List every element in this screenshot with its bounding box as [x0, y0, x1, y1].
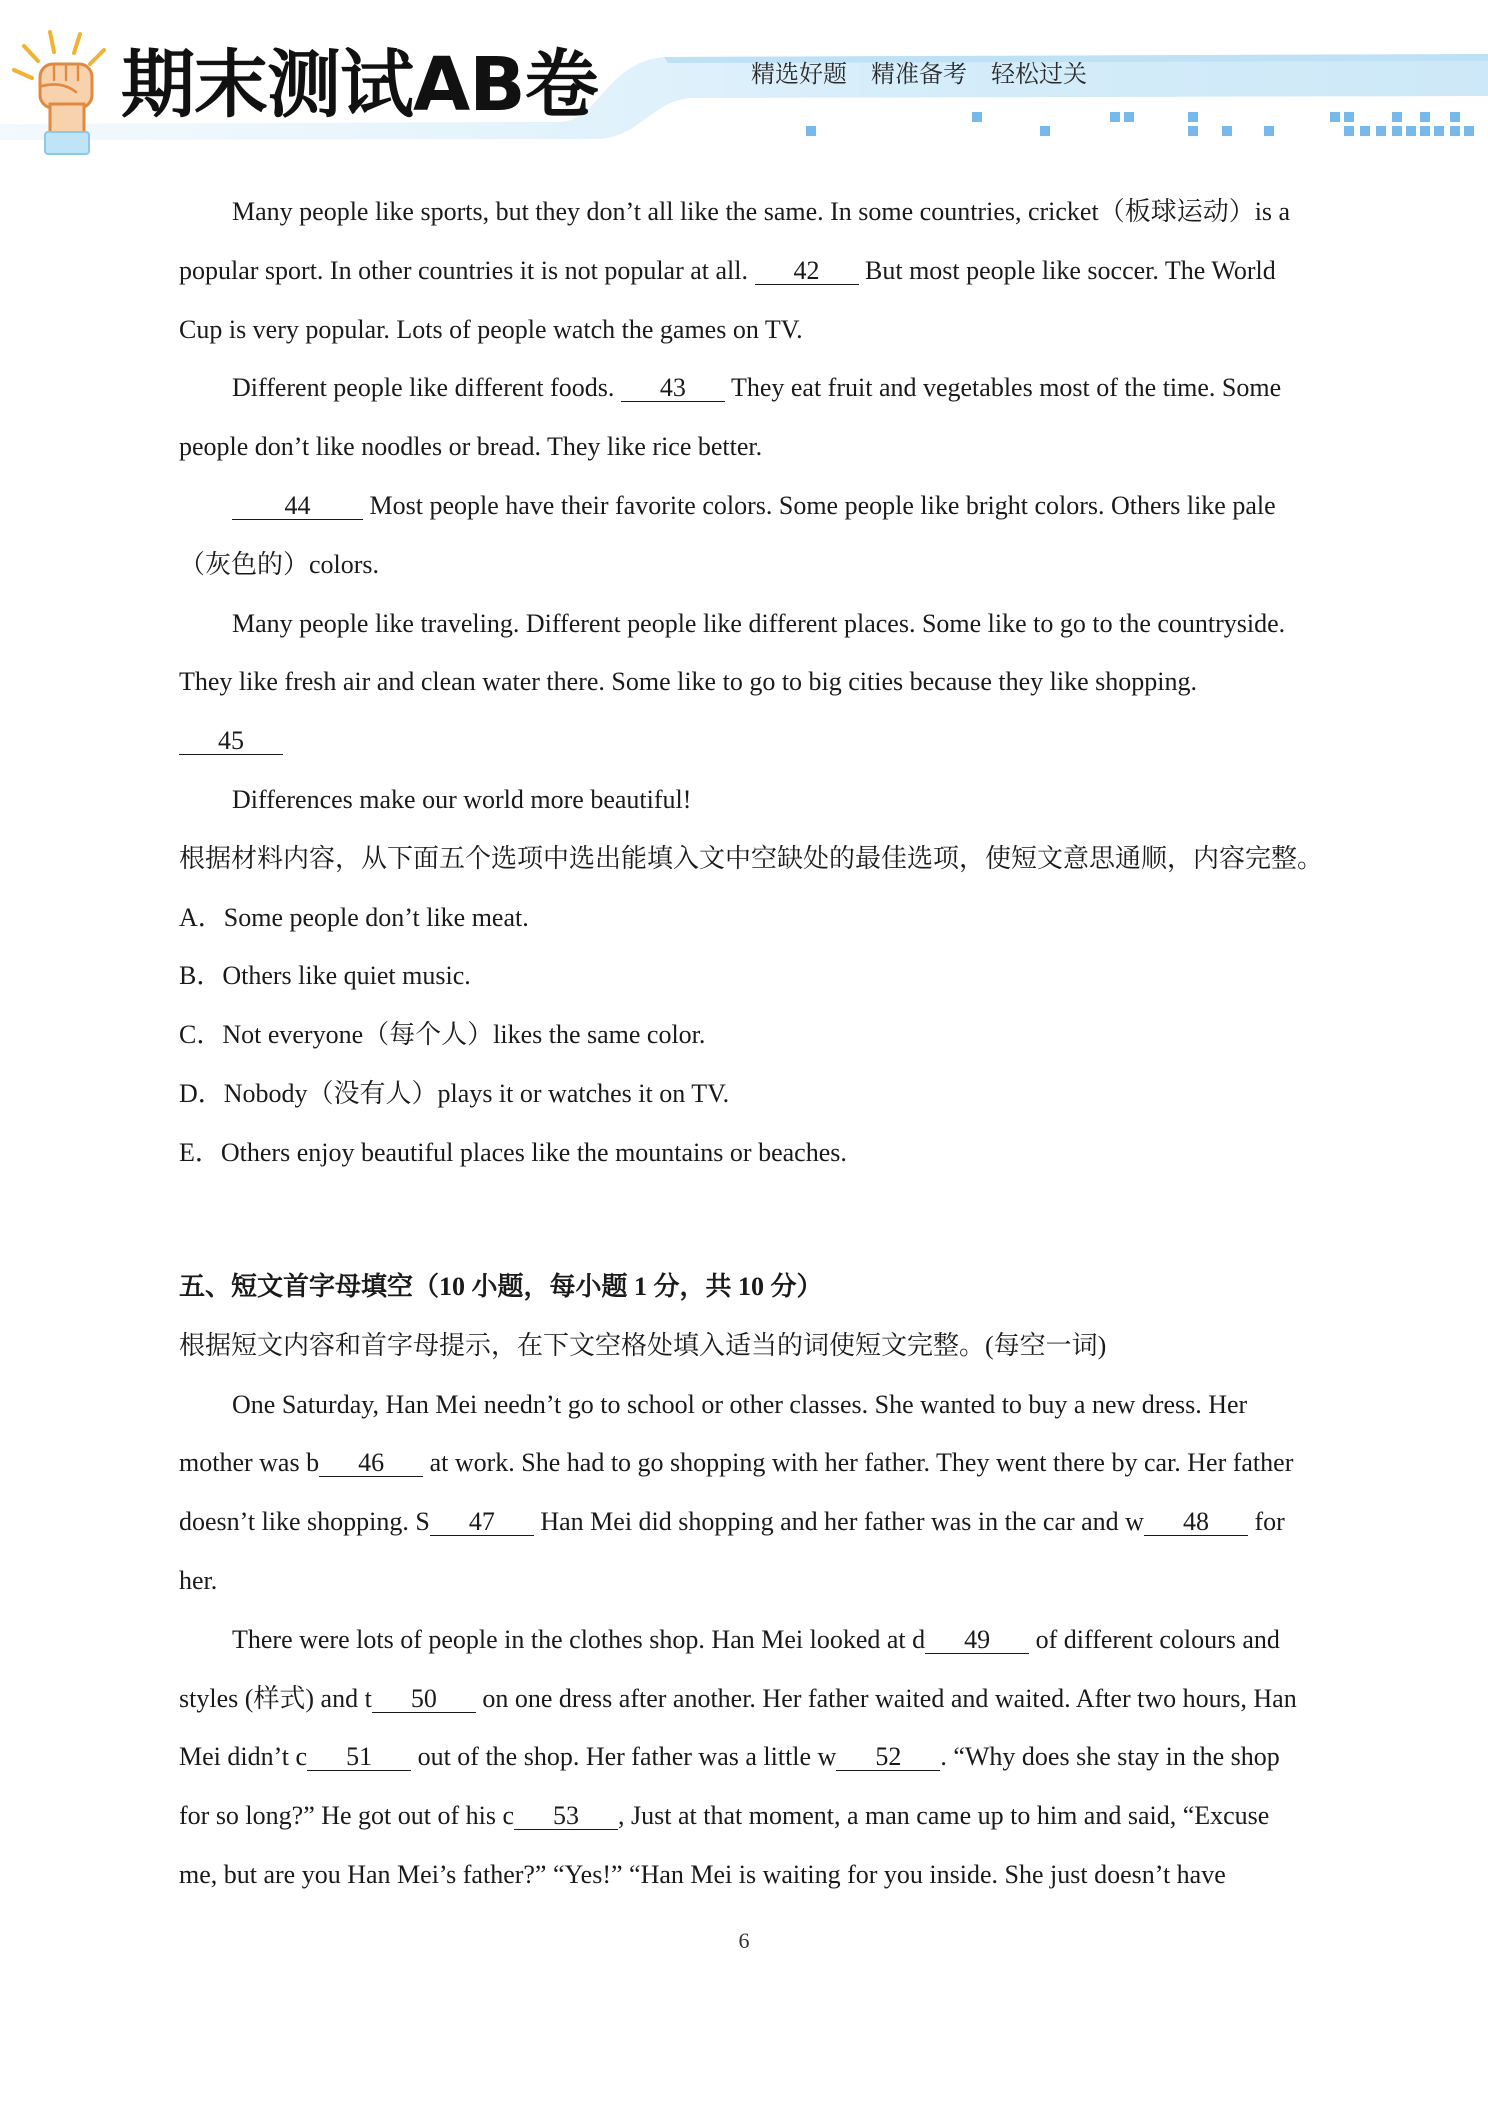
passage-text: Mei didn’t c	[179, 1742, 308, 1772]
decor-square	[1392, 112, 1402, 122]
cloze-section	[179, 1258, 1339, 1905]
decor-square	[806, 126, 816, 136]
decor-square	[972, 112, 982, 122]
decor-square	[1344, 112, 1354, 122]
passage-line	[179, 1728, 1339, 1787]
passage-text: Many people like traveling. Different people like different places. Some like to go to the countryside.	[232, 608, 1286, 638]
decor-square	[1360, 126, 1370, 136]
option-b: B．Others like quiet music.	[179, 961, 471, 991]
passage-text: Different people like different foods.	[232, 373, 621, 403]
blank-45: 45	[179, 728, 283, 755]
decor-square	[1188, 126, 1198, 136]
passage-text: But most people like soccer. The World	[858, 255, 1276, 285]
passage-line	[179, 712, 1339, 771]
decor-square	[1110, 112, 1120, 122]
option-c: C．Not everyone（每个人）likes the same color.	[179, 1020, 706, 1050]
blank-42: 42	[755, 258, 859, 285]
decor-square	[1264, 126, 1274, 136]
passage-text: mother was b	[179, 1448, 320, 1478]
passage-line	[179, 1376, 1339, 1435]
passage-text: , Just at that moment, a man came up to him and said, “Excuse	[618, 1801, 1270, 1831]
passage-text: Most people have their favorite colors. Some people like bright colors. Others like pale	[363, 490, 1276, 520]
passage-line	[179, 1846, 1339, 1905]
passage-text: Cup is very popular. Lots of people watch the games on TV.	[179, 314, 803, 344]
passage-text: of different colours and	[1029, 1624, 1280, 1654]
blank-52: 52	[836, 1744, 940, 1771]
decor-square	[1434, 126, 1444, 136]
passage-text: popular sport. In other countries it is not popular at all.	[179, 255, 755, 285]
slogan-1: 精选好题	[751, 60, 847, 88]
passage-text: styles (样式) and t	[179, 1683, 372, 1713]
passage-text: Many people like sports, but they don’t all like the same. In some countries, cricket（板球运动）is a	[232, 197, 1291, 226]
decor-square	[1330, 112, 1340, 122]
passage-text: out of the shop. Her father was a little w	[411, 1742, 837, 1772]
passage-text: for	[1247, 1507, 1285, 1537]
blank-48: 48	[1144, 1509, 1248, 1536]
decor-square	[1376, 126, 1386, 136]
decor-square	[1406, 126, 1416, 136]
decor-square	[1344, 126, 1354, 136]
passage-line	[179, 1493, 1339, 1552]
decor-square	[1222, 126, 1232, 136]
raised-fist-icon	[4, 30, 124, 156]
passage-text: on one dress after another. Her father waited and waited. After two hours, Han	[475, 1683, 1297, 1713]
decor-square	[1450, 112, 1460, 122]
blank-53: 53	[514, 1803, 618, 1830]
decor-square	[1040, 126, 1050, 136]
decor-square	[1420, 112, 1430, 122]
passage-line	[179, 242, 1339, 301]
passage-line	[179, 1670, 1339, 1729]
option-a: A．Some people don’t like meat.	[179, 902, 529, 932]
passage-text: people don’t like noodles or bread. They like rice better.	[179, 432, 763, 462]
passage-line	[179, 653, 1339, 712]
passage-line	[179, 536, 1339, 595]
slogan-2: 精准备考	[871, 60, 967, 88]
blank-47: 47	[430, 1509, 534, 1536]
passage-line	[179, 1434, 1339, 1493]
blank-46: 46	[319, 1450, 423, 1477]
blank-49: 49	[925, 1627, 1029, 1654]
decor-square	[1420, 126, 1430, 136]
blank-50: 50	[372, 1686, 476, 1713]
decor-square	[1450, 126, 1460, 136]
passage-text: （灰色的）colors.	[179, 549, 380, 579]
passage-text: Differences make our world more beautiful!	[232, 784, 692, 814]
decor-squares	[806, 112, 1474, 136]
blank-51: 51	[307, 1744, 411, 1771]
option-e: E．Others enjoy beautiful places like the mountains or beaches.	[179, 1137, 847, 1167]
passage-text: They like fresh air and clean water there. Some like to go to big cities because they like shopping.	[179, 667, 1198, 697]
section-instruction: 根据短文内容和首字母提示，在下文空格处填入适当的词使短文完整。(每空一词)	[179, 1330, 1107, 1360]
passage-text: . “Why does she stay in the shop	[940, 1742, 1280, 1772]
passage-line	[179, 301, 1339, 360]
passage-text: One Saturday, Han Mei needn’t go to school or other classes. She wanted to buy a new dress. Her	[232, 1389, 1248, 1419]
passage-line	[179, 359, 1339, 418]
passage-text: There were lots of people in the clothes shop. Han Mei looked at d	[232, 1624, 926, 1654]
decor-square	[1464, 126, 1474, 136]
page-number: 6	[738, 1928, 750, 1953]
passage-line	[179, 418, 1339, 477]
blank-44: 44	[232, 493, 363, 520]
passage-text: for so long?” He got out of his c	[179, 1801, 515, 1831]
passage-line	[179, 595, 1339, 654]
task-instruction: 根据材料内容，从下面五个选项中选出能填入文中空缺处的最佳选项，使短文意思通顺，内容完整。	[179, 843, 1324, 873]
blank-43: 43	[621, 375, 725, 402]
reading-section	[179, 183, 1339, 1183]
exam-title: 期末测试AB卷	[121, 42, 598, 128]
passage-line	[179, 1787, 1339, 1846]
passage-text: at work. She had to go shopping with her father. They went there by car. Her father	[423, 1448, 1294, 1478]
decor-square	[1188, 112, 1198, 122]
passage-text: me, but are you Han Mei’s father?” “Yes!” “Han Mei is waiting for you inside. She just doesn’t have	[179, 1859, 1226, 1889]
passage-line	[179, 1552, 1339, 1611]
passage-line	[179, 771, 1339, 830]
passage-text: her.	[179, 1565, 218, 1595]
passage-text: They eat fruit and vegetables most of the time. Some	[724, 373, 1282, 403]
passage-line	[179, 477, 1339, 536]
passage-text: doesn’t like shopping. S	[179, 1507, 430, 1537]
slogan-3: 轻松过关	[991, 60, 1087, 88]
passage-line	[179, 1611, 1339, 1670]
option-d: D．Nobody（没有人）plays it or watches it on TV.	[179, 1078, 730, 1108]
decor-square	[1124, 112, 1134, 122]
slogan-bar	[751, 58, 1087, 90]
section-heading: 五、短文首字母填空（10 小题，每小题 1 分，共 10 分）	[179, 1272, 823, 1301]
decor-square	[1392, 126, 1402, 136]
passage-text: Han Mei did shopping and her father was in the car and w	[533, 1507, 1144, 1537]
passage-line	[179, 183, 1339, 242]
